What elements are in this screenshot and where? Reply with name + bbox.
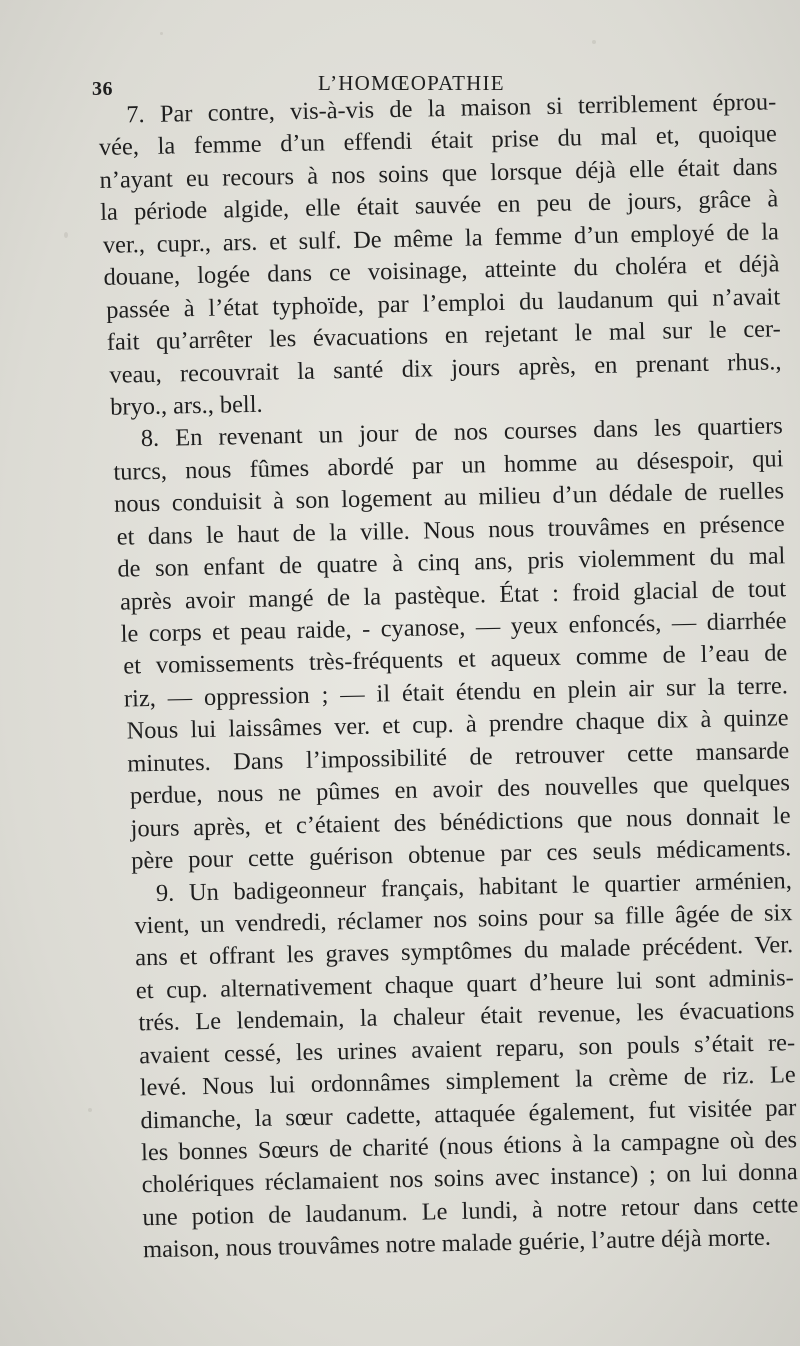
running-title: L’HOMŒOPATHIE xyxy=(318,71,505,95)
page-number: 36 xyxy=(92,78,113,100)
text-line: turcs, nous fûmes abordé par un homme au désespoir, qui xyxy=(113,445,784,486)
text-line: ver., cupr., ars. et sulf. De même la femme d’un employé de la xyxy=(102,218,780,259)
text-line: 9. Un badigeonneur français, habitant le quartier arménien, xyxy=(155,866,793,907)
text-line: de son enfant de quatre à cinq ans, pris violemment du mal xyxy=(117,542,786,583)
text-line: 8. En revenant un jour de nos courses dans les quartiers xyxy=(140,412,783,453)
text-line: riz, — oppression ; — il était étendu en plein air sur la terre. xyxy=(123,672,789,713)
text-line: levé. Nous lui ordonnâmes simplement la crème de riz. Le xyxy=(139,1061,796,1102)
text-line: et vomissements très-fréquents et aqueux comme de l’eau de xyxy=(123,639,788,680)
text-line: dimanche, la sœur cadette, attaquée également, fut visitée par xyxy=(140,1093,797,1134)
text-line: et dans le haut de la ville. Nous nous trouvâmes en présence xyxy=(116,509,785,551)
text-line: veau, recouvrait la santé dix jours après, en prenant rhus., xyxy=(109,347,782,389)
text-line: n’ayant eu recours à nos soins que lorsque déjà elle était dans xyxy=(99,153,778,194)
text-line: après avoir mangé de la pastèque. État : froid glacial de tout xyxy=(119,574,787,616)
text-line: père pour cette guérison obtenue par ces seuls médicaments. xyxy=(131,834,792,875)
text-line: bryo., ars., bell. xyxy=(109,390,263,421)
paper-spot xyxy=(88,1108,92,1112)
text-line: les bonnes Sœurs de charité (nous étions à la campagne où des xyxy=(140,1126,798,1167)
text-line: nous conduisit à son logement au milieu d’un dédale de ruelles xyxy=(113,477,785,518)
paper-spot xyxy=(160,32,163,35)
text-line: passée à l’état typhoïde, par l’emploi du laudanum qui n’avait xyxy=(105,282,781,324)
text-line: douane, logée dans ce voisinage, atteinte du choléra et déjà xyxy=(103,250,780,292)
text-line: une potion de laudanum. Le lundi, à notre retour dans cette xyxy=(142,1191,799,1232)
paper-spot xyxy=(64,232,68,238)
text-line: Nous lui laissâmes ver. et cup. à prendre chaque dix à quinze xyxy=(126,704,789,745)
text-line: vient, un vendredi, réclamer nos soins pour sa fille âgée de six xyxy=(134,899,793,940)
text-line: fait qu’arrêter les évacuations en rejetant le mal sur le cer- xyxy=(106,315,782,356)
text-line: maison, nous trouvâmes notre malade guérie, l’autre déjà morte. xyxy=(142,1224,772,1264)
text-line: perdue, nous ne pûmes en avoir des nouvelles que quelques xyxy=(129,769,791,810)
text-line: et cup. alternativement chaque quart d’heure lui sont adminis- xyxy=(135,963,795,1005)
text-line: le corps et peau raide, - cyanose, — yeux enfoncés, — diarrhée xyxy=(120,607,787,648)
text-line: avaient cessé, les urines avaient reparu, son pouls s’était re- xyxy=(138,1028,796,1070)
text-line: vée, la femme d’un effendi était prise du mal et, quoique xyxy=(98,120,778,162)
text-line: 7. Par contre, vis-à-vis de la maison si terriblement éprou- xyxy=(126,88,777,129)
text-line: minutes. Dans l’impossibilité de retrouver cette mansarde xyxy=(127,736,790,778)
text-line: trés. Le lendemain, la chaleur était revenue, les évacuations xyxy=(138,996,795,1037)
body-text xyxy=(96,86,799,1267)
text-line: ans et offrant les graves symptômes du malade précédent. Ver. xyxy=(134,931,794,972)
text-line: la période algide, elle était sauvée en peu de jours, grâce à xyxy=(99,185,779,227)
paper-spot xyxy=(592,40,596,44)
text-line: cholériques réclamaient nos soins avec instance) ; on lui donna xyxy=(141,1158,798,1199)
text-line: jours après, et c’étaient des bénédictions que nous donnait le xyxy=(130,801,791,843)
